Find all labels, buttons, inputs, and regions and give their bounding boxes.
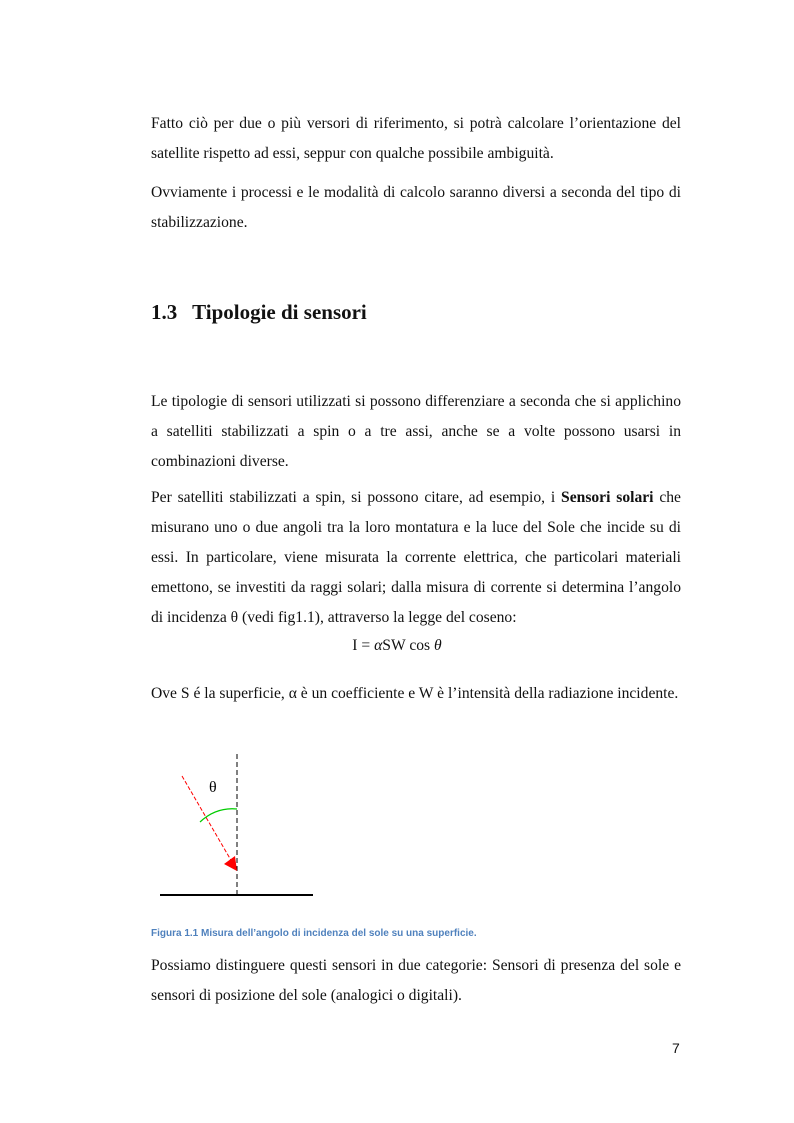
section-number: 1.3	[151, 300, 178, 324]
incidence-angle-figure	[150, 750, 320, 900]
equation-alpha: α	[374, 637, 383, 654]
cosine-law-equation	[0, 637, 794, 655]
equation-cos: cos	[409, 637, 431, 654]
paragraph-1: Fatto ciò per due o più versori di riferimento, si potrà calcolare l’orientazione del satellite rispetto ad essi, seppur con qualche possibile ambiguità.	[151, 115, 681, 162]
sensori-solari-term: Sensori solari	[561, 489, 654, 506]
equation-lhs: I	[352, 637, 358, 654]
angle-arc	[200, 809, 237, 822]
paragraph-2: Ovviamente i processi e le modalità di calcolo saranno diversi a seconda del tipo di stabilizzazione.	[151, 184, 681, 231]
section-heading	[151, 300, 367, 325]
paragraph-4	[151, 483, 681, 633]
equation-sw: SW	[382, 637, 406, 654]
paragraph-4-start: Per satelliti stabilizzati a spin, si possono citare, ad esempio, i	[151, 489, 562, 506]
equation-equals: =	[361, 637, 371, 654]
theta-label: θ	[209, 779, 217, 796]
paragraph-5: Ove S é la superficie, α è un coefficiente e W è l’intensità della radiazione incidente.	[151, 685, 679, 702]
paragraph-4-end: che misurano uno o due angoli tra la loro montatura e la luce del Sole che incide su di essi. In particolare, viene misurata la corrente elettrica, che particolari materiali emettono, se investiti da raggi solari; dalla misura di corrente si determina l’angolo di incidenza θ (vedi fig1.1), attraverso la legge del coseno:	[151, 489, 681, 626]
arrowhead-icon	[224, 856, 237, 871]
page-number: 7	[672, 1040, 680, 1056]
incident-ray	[182, 776, 232, 862]
equation-theta: θ	[434, 637, 442, 654]
paragraph-3: Le tipologie di sensori utilizzati si possono differenziare a seconda che si applichino a satelliti stabilizzati a spin o a tre assi, anche se a volte possono usarsi in combinazioni diverse.	[151, 393, 681, 470]
paragraph-6: Possiamo distinguere questi sensori in due categorie: Sensori di presenza del sole e sensori di posizione del sole (analogici o digitali).	[151, 957, 681, 1004]
section-title: Tipologie di sensori	[192, 300, 367, 324]
figure-caption: Figura 1.1 Misura dell’angolo di incidenza del sole su una superficie.	[151, 928, 477, 939]
